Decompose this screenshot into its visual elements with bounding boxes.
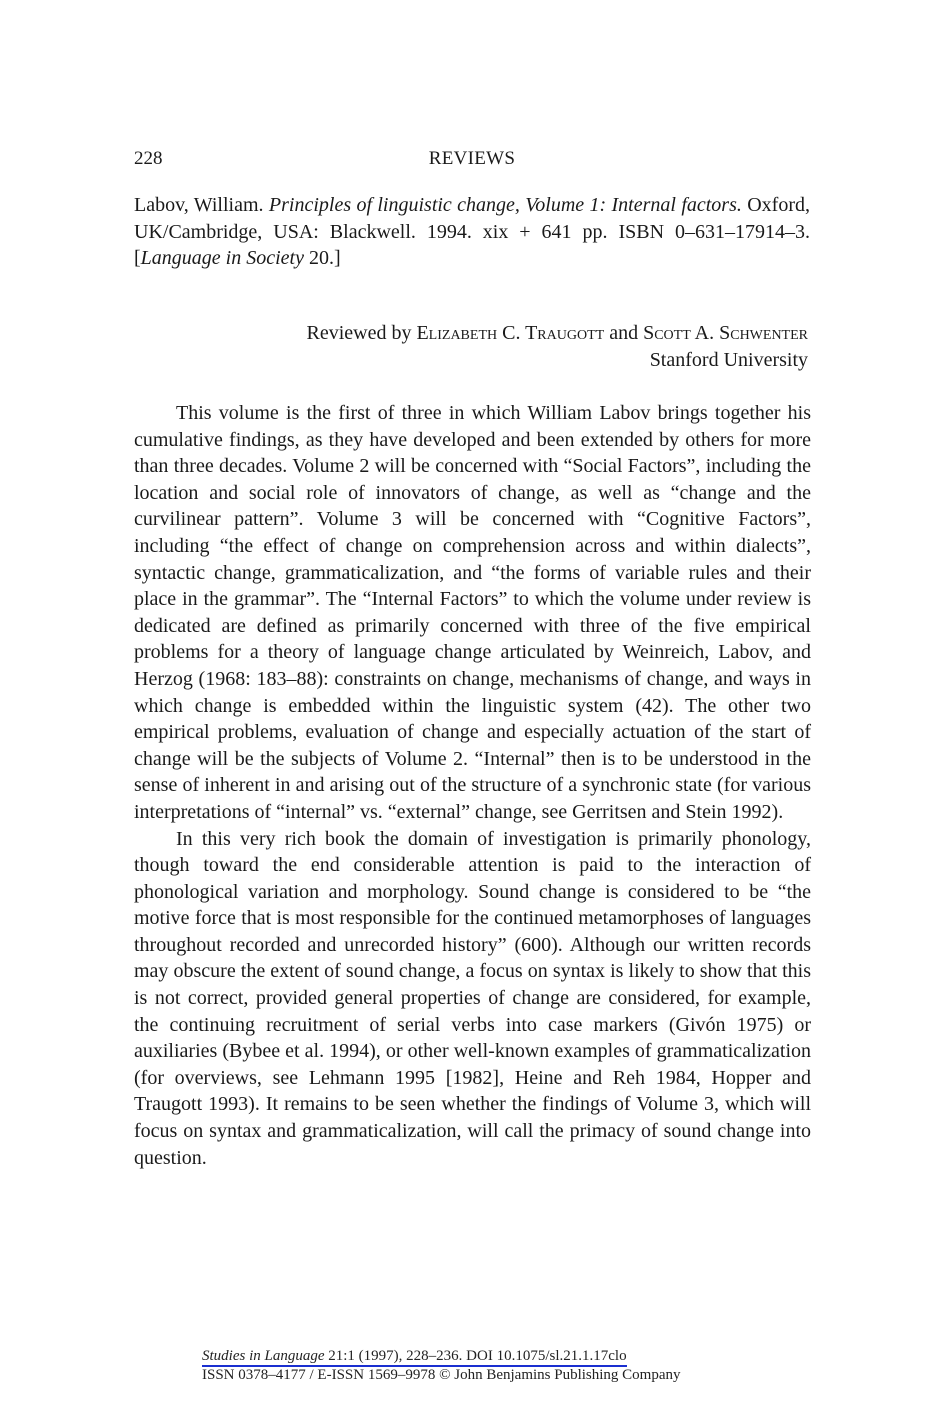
footer-journal: Studies in Language (202, 1348, 325, 1364)
doi-link[interactable] (202, 1348, 627, 1367)
reviewer-2: Scott A. Schwenter (643, 322, 808, 344)
citation-publication: Oxford, UK/Cambridge, USA: Blackwell. 1994. xix + 641 pp. ISBN 0–631–17914–3. [ (134, 194, 810, 269)
citation-author: Labov, William. (134, 194, 264, 216)
reviewer-conjunction: and (604, 322, 644, 344)
footer-issn: ISSN 0378–4177 / E-ISSN 1569–9978 © John Benjamins Publishing Company (202, 1367, 681, 1383)
footer-details: 21:1 (1997), 228–236. DOI 10.1075/sl.21.1.17clo (324, 1348, 627, 1364)
body-paragraph: This volume is the first of three in which William Labov brings together his cumulative findings, as they have developed and been extended by others for more than three decades. Volume 2 will be concerned with “Social Factors”, including the location and social role of innovators of change, as well as “change and the curvilinear pattern”. Volume 3 will be concerned with “Cognitive Factors”, including “the effect of change on comprehension across and within dialects”, syntactic change, grammaticalization, and “the forms of variable rules and their place in the grammar”. The “Internal Factors” to which the volume under review is dedicated are defined as primarily concerned with three of the five empirical problems for a theory of language change articulated by Weinreich, Labov, and Herzog (1968: 183–88): constraints on change, mechanisms of change, and ways in which change is embedded within the linguistic system (42). The other two empirical problems, evaluation of change and especially actuation of the start of change will be the subjects of Volume 2. “Internal” then is to be understood in the sense of inherent in and arising out of the structure of a synchronic state (for various interpretations of “internal” vs. “external” change, see Gerritsen and Stein 1992). (134, 402, 811, 823)
page-number: 228 (134, 148, 163, 169)
reviewer-names (134, 320, 808, 347)
review-body (134, 400, 811, 1171)
reviewer-affiliation: Stanford University (649, 348, 808, 371)
reviewer-byline (134, 320, 808, 373)
reviewed-by-label: Reviewed by (306, 322, 417, 344)
body-paragraph: In this very rich book the domain of investigation is primarily phonology, though toward the end considerable attention is paid to the interaction of phonological variation and morphology. Sound change is considered to be “the motive force that is most responsible for the continued metamorphoses of languages throughout recorded and unrecorded history” (600). Although our written records may obscure the extent of sound change, a focus on syntax is likely to show that this is not correct, provided general properties of change are considered, for example, the continuing recruitment of serial verbs into case markers (Givón 1975) or auxiliaries (Bybee et al. 1994), or other well-known examples of grammaticalization (for overviews, see Lehmann 1995 [1982], Heine and Reh 1984, Hopper and Traugott 1993). It remains to be seen whether the findings of Volume 3, which will focus on syntax and grammaticalization, will call the primacy of sound change into question. (134, 827, 811, 1169)
section-title: REVIEWS (428, 148, 516, 169)
citation-series-title: Language in Society (140, 247, 304, 269)
reviewer-1: Elizabeth C. Traugott (416, 322, 605, 344)
citation-title: Principles of linguistic change, Volume 1: Internal factors. (268, 194, 742, 216)
book-citation (134, 192, 810, 272)
page-footer (202, 1348, 762, 1384)
citation-series-number: 20.] (303, 247, 341, 269)
running-head (134, 148, 810, 174)
